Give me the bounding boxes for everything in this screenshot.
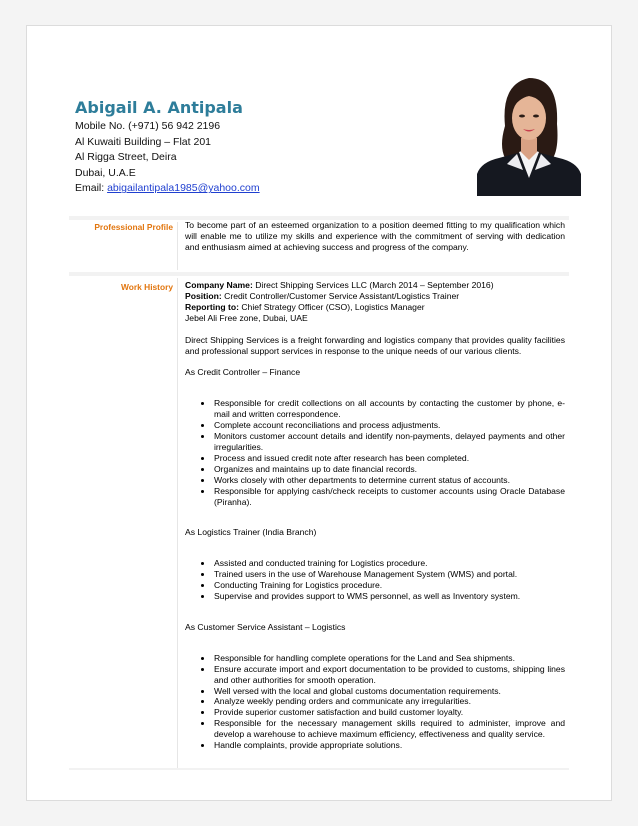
- list-item: Responsible for applying cash/check receipts to customer accounts using Oracle Database (Piranha).: [185, 486, 565, 508]
- profile-section-label: Professional Profile: [94, 222, 173, 232]
- list-item: Trained users in the use of Warehouse Management System (WMS) and portal.: [185, 569, 565, 580]
- list-item: Works closely with other departments to determine current status of accounts.: [185, 475, 565, 486]
- role-title: As Customer Service Assistant – Logistics: [185, 621, 346, 632]
- address-line-3: Dubai, U.A.E: [75, 166, 136, 179]
- role-duties-list: [185, 398, 565, 507]
- resume-page: [26, 25, 612, 801]
- section-divider: [69, 272, 569, 276]
- list-item: Supervise and provides support to WMS personnel, as well as Inventory system.: [185, 591, 565, 602]
- position-line: [185, 291, 565, 302]
- list-item: Provide superior customer satisfaction and build customer loyalty.: [185, 707, 565, 718]
- email-link[interactable]: abigailantipala1985@yahoo.com: [107, 182, 260, 195]
- list-item: Process and issued credit note after research has been completed.: [185, 453, 565, 464]
- company-label: Company Name:: [185, 280, 253, 290]
- candidate-name: Abigail A. Antipala: [75, 98, 243, 117]
- reporting-value: Chief Strategy Officer (CSO), Logistics Manager: [238, 301, 425, 312]
- role-duties-list: [185, 558, 565, 602]
- company-line: [185, 280, 565, 291]
- portrait-image: [477, 66, 581, 196]
- role-title: As Logistics Trainer (India Branch): [185, 527, 317, 538]
- position-value: Credit Controller/Customer Service Assistant/Logistics Trainer: [221, 290, 460, 301]
- list-item: Organizes and maintains up to date financial records.: [185, 464, 565, 475]
- list-item: Responsible for credit collections on all accounts by contacting the customer by phone, e-mail and written correspondence.: [185, 398, 565, 420]
- section-divider: [69, 768, 569, 770]
- work-history-label: Work History: [121, 282, 173, 292]
- role-duties-list: [185, 653, 565, 751]
- list-item: Ensure accurate import and export documentation to be provided to customs, shipping lines and other authorities for smooth operation.: [185, 664, 565, 686]
- email-line: [75, 181, 260, 197]
- profile-text: To become part of an esteemed organization to a position deemed fitting to my qualification which will enable me to utilize my skills and experience with the commitment of serving with dedication and enthusiasm aimed at achieving success and progress of the company.: [185, 220, 565, 252]
- profile-photo: [477, 66, 581, 196]
- work-history-content: [185, 280, 565, 751]
- column-divider: [177, 222, 178, 270]
- list-item: Conducting Training for Logistics procedure.: [185, 580, 565, 591]
- mobile-number: Mobile No. (+971) 56 942 2196: [75, 120, 221, 132]
- list-item: Responsible for handling complete operations for the Land and Sea shipments.: [185, 653, 565, 664]
- list-item: Well versed with the local and global customs documentation requirements.: [185, 686, 565, 697]
- list-item: Complete account reconciliations and process adjustments.: [185, 420, 565, 431]
- reporting-label: Reporting to:: [185, 301, 239, 312]
- list-item: Handle complaints, provide appropriate solutions.: [185, 740, 565, 751]
- list-item: Analyze weekly pending orders and communicate any irregularities.: [185, 696, 565, 707]
- email-label: Email:: [75, 182, 108, 195]
- company-value: Direct Shipping Services LLC (March 2014 – September 2016): [252, 280, 494, 290]
- role-title: As Credit Controller – Finance: [185, 367, 301, 378]
- address-line-1: Al Kuwaiti Building – Flat 201: [75, 135, 211, 148]
- company-description: Direct Shipping Services is a freight forwarding and logistics company that provides quality facilities and professional support services in response to the unique needs of our various clients.: [185, 334, 565, 356]
- address-line-2: Al Rigga Street, Deira: [75, 151, 177, 164]
- location-line: Jebel Ali Free zone, Dubai, UAE: [185, 312, 308, 323]
- reporting-line: [185, 302, 565, 313]
- position-label: Position:: [185, 290, 222, 301]
- list-item: Assisted and conducted training for Logistics procedure.: [185, 558, 565, 569]
- column-divider: [177, 278, 178, 768]
- contact-block: [75, 119, 260, 197]
- list-item: Monitors customer account details and identify non-payments, delayed payments and other irregularities.: [185, 431, 565, 453]
- list-item: Responsible for the necessary management skills required to administer, improve and develop a warehouse to achieve maximum efficiency, effectiveness and quality service.: [185, 718, 565, 740]
